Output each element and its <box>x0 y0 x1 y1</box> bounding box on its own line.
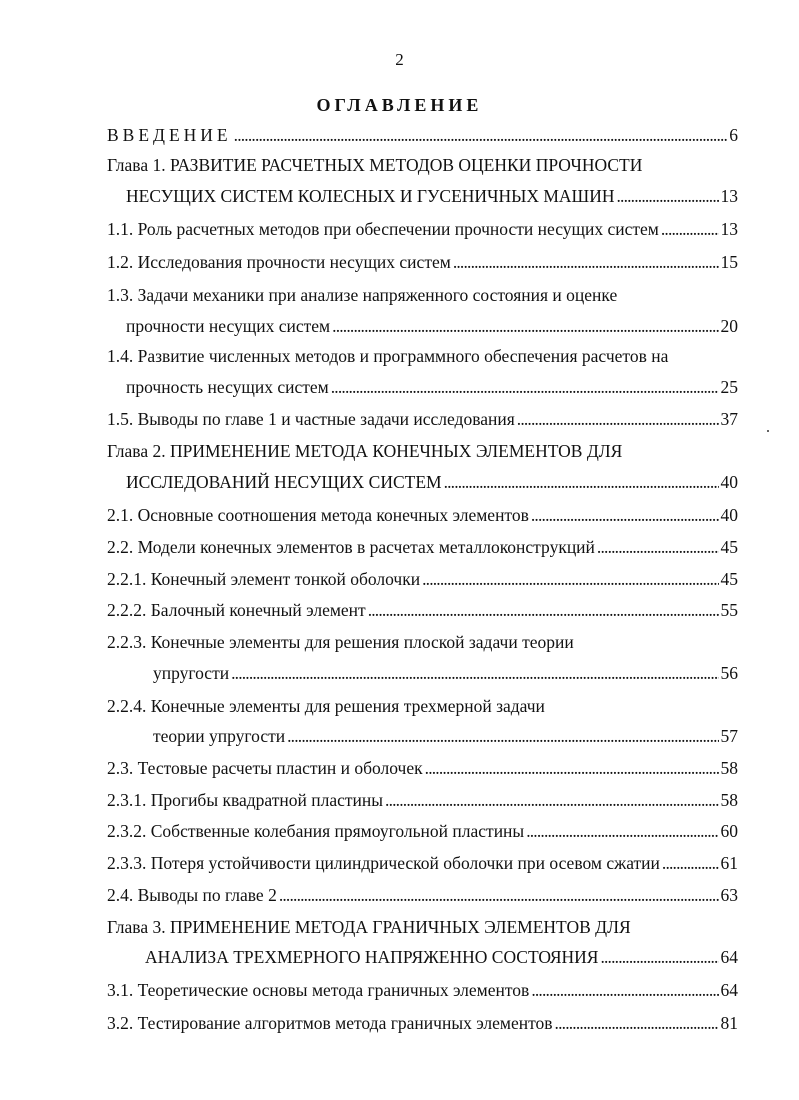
toc-entry-text: 2.4. Выводы по главе 2 <box>107 885 277 905</box>
toc-entry-page: 61 <box>720 853 738 873</box>
toc-entry-page: 37 <box>720 409 738 429</box>
toc-entry-text: 2.1. Основные соотношения метода конечных элементов <box>107 505 529 525</box>
toc-entry-text: АНАЛИЗА ТРЕХМЕРНОГО НАПРЯЖЕННО СОСТОЯНИЯ <box>145 947 599 967</box>
toc-entry-page: 63 <box>720 885 738 905</box>
toc-entry-chapter-2 <box>107 438 738 464</box>
dot-leader <box>368 597 719 623</box>
dot-leader <box>385 787 718 813</box>
toc-entry-2-3-2 <box>107 818 738 844</box>
dot-leader <box>444 469 719 495</box>
toc-entry-text: 1.3. Задачи механики при анализе напряженного состояния и оценке <box>107 285 618 305</box>
toc-entry-page: 55 <box>720 600 738 620</box>
toc-entry-2-2-2 <box>107 597 738 623</box>
dot-leader <box>332 313 718 339</box>
toc-entry-text: 2.3.1. Прогибы квадратной пластины <box>107 790 384 810</box>
toc-entry-2-3-3 <box>107 850 738 876</box>
dot-leader <box>555 1010 719 1036</box>
toc-entry-page: 56 <box>720 663 738 683</box>
dot-leader <box>616 183 718 209</box>
toc-entry-text: 2.2.3. Конечные элементы для решения плоской задачи теории <box>107 632 574 652</box>
toc-entry-2-2-1 <box>107 566 738 592</box>
dot-leader <box>287 723 718 749</box>
toc-entry-2-2-3 <box>107 629 738 655</box>
toc-entry-text: 2.3.2. Собственные колебания прямоугольной пластины <box>107 821 525 841</box>
toc-entry-text: 2.2.1. Конечный элемент тонкой оболочки <box>107 569 421 589</box>
toc-entry-text: 1.1. Роль расчетных методов при обеспечении прочности несущих систем <box>107 219 659 239</box>
toc-entry-page: 45 <box>720 537 738 557</box>
toc-entry-page: 45 <box>720 569 738 589</box>
dot-leader <box>422 566 718 592</box>
toc-entry-page: 57 <box>720 726 738 746</box>
dot-leader <box>331 374 719 400</box>
toc-entry-2-3 <box>107 755 738 781</box>
dot-leader <box>661 216 719 242</box>
toc-entry-page: 15 <box>720 252 738 272</box>
toc-entry-1-2 <box>107 249 738 275</box>
toc-entry-page: 13 <box>720 186 738 206</box>
toc-entry-text: Глава 3. ПРИМЕНЕНИЕ МЕТОДА ГРАНИЧНЫХ ЭЛЕМЕНТОВ ДЛЯ <box>107 917 631 937</box>
toc-entry-page: 40 <box>720 472 738 492</box>
toc-entry-page: 64 <box>720 947 738 967</box>
toc-entry-2-2-3-cont <box>153 660 738 686</box>
toc-entry-text: 1.5. Выводы по главе 1 и частные задачи исследования <box>107 409 515 429</box>
toc-entry-text: 2.2.4. Конечные элементы для решения трехмерной задачи <box>107 696 545 716</box>
toc-entry-chapter-3-cont <box>145 944 738 970</box>
toc-entry-2-1 <box>107 502 738 528</box>
toc-entry-text: прочности несущих систем <box>126 316 331 336</box>
toc-entry-text: 1.4. Развитие численных методов и программного обеспечения расчетов на <box>107 346 669 366</box>
toc-entry-3-1 <box>107 977 738 1003</box>
toc-entry-chapter-1 <box>107 152 738 178</box>
toc-entry-2-2 <box>107 534 738 560</box>
dot-leader <box>526 818 718 844</box>
toc-entry-text: НЕСУЩИХ СИСТЕМ КОЛЕСНЫХ И ГУСЕНИЧНЫХ МАШИН <box>126 186 615 206</box>
dot-leader <box>453 249 719 275</box>
dot-leader <box>231 660 718 686</box>
toc-entry-page: 13 <box>720 219 738 239</box>
toc-entry-3-2 <box>107 1010 738 1036</box>
toc-entry-2-2-4-cont <box>153 723 738 749</box>
toc-entry-1-4-cont <box>126 374 738 400</box>
toc-entry-text: 2.3. Тестовые расчеты пластин и оболочек <box>107 758 423 778</box>
toc-entry-1-3 <box>107 282 738 308</box>
toc-entry-page: 58 <box>720 790 738 810</box>
toc-entry-1-4 <box>107 343 738 369</box>
toc-entry-1-5 <box>107 406 738 432</box>
dot-leader <box>234 122 728 148</box>
toc-entry-page: 58 <box>720 758 738 778</box>
toc-entry-text: Глава 2. ПРИМЕНЕНИЕ МЕТОДА КОНЕЧНЫХ ЭЛЕМЕНТОВ ДЛЯ <box>107 441 623 461</box>
toc-entry-2-2-4 <box>107 693 738 719</box>
toc-entry-chapter-3 <box>107 914 738 940</box>
toc-entry-text: ИССЛЕДОВАНИЙ НЕСУЩИХ СИСТЕМ <box>126 472 442 492</box>
dot-leader <box>425 755 719 781</box>
toc-entry-text: 3.1. Теоретические основы метода граничных элементов <box>107 980 530 1000</box>
toc-entry-text: упругости <box>153 663 230 683</box>
toc-entry-page: 6 <box>729 125 738 145</box>
toc-entry-text: ВВЕДЕНИЕ <box>107 125 232 145</box>
toc-entry-text: прочность несущих систем <box>126 377 329 397</box>
dot-leader <box>597 534 719 560</box>
toc-entry-text: 2.2. Модели конечных элементов в расчетах металлоконструкций <box>107 537 595 557</box>
toc-entry-page: 20 <box>720 316 738 336</box>
toc-entry-page: 64 <box>720 980 738 1000</box>
dot-leader <box>600 944 718 970</box>
toc-entry-text: 3.2. Тестирование алгоритмов метода граничных элементов <box>107 1013 553 1033</box>
dot-leader <box>531 502 719 528</box>
dot-leader <box>531 977 718 1003</box>
toc-entry-text: Глава 1. РАЗВИТИЕ РАСЧЕТНЫХ МЕТОДОВ ОЦЕНКИ ПРОЧНОСТИ <box>107 155 643 175</box>
toc-entry-1-3-cont <box>126 313 738 339</box>
page-number: 2 <box>395 50 404 69</box>
toc-entry-page: 60 <box>720 821 738 841</box>
dot-leader <box>517 406 719 432</box>
toc-entry-page: 40 <box>720 505 738 525</box>
dot-leader <box>662 850 719 876</box>
toc-entry-text: 1.2. Исследования прочности несущих систем <box>107 252 451 272</box>
toc-entry-text: теории упругости <box>153 726 286 746</box>
scan-speck <box>767 430 769 432</box>
toc-entry-text: 2.3.3. Потеря устойчивости цилиндрической оболочки при осевом сжатии <box>107 853 660 873</box>
toc-entry-1-1 <box>107 216 738 242</box>
toc-entry-2-4 <box>107 882 738 908</box>
toc-entry-text: 2.2.2. Балочный конечный элемент <box>107 600 366 620</box>
toc-entry-page: 25 <box>720 377 738 397</box>
toc-entry-2-3-1 <box>107 787 738 813</box>
toc-entry-chapter-2-cont <box>126 469 738 495</box>
toc-title: ОГЛАВЛЕНИЕ <box>316 95 483 115</box>
toc-entry-introduction <box>107 122 738 148</box>
dot-leader <box>279 882 719 908</box>
toc-entry-chapter-1-cont <box>126 183 738 209</box>
toc-entry-page: 81 <box>720 1013 738 1033</box>
